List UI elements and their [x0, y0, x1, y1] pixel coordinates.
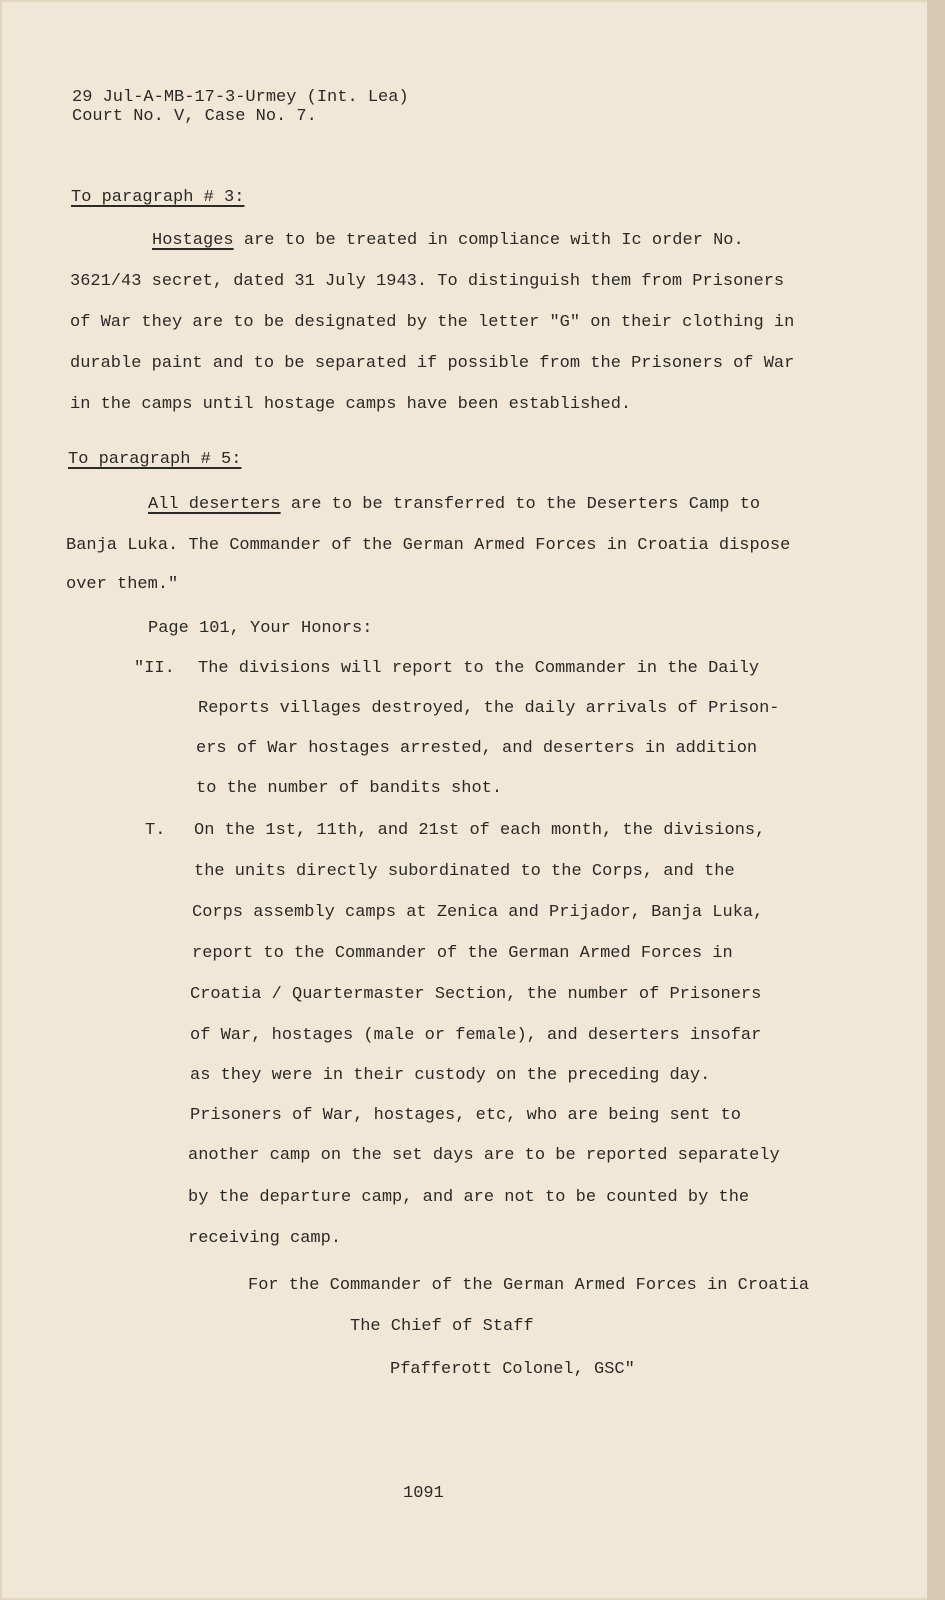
paragraph-3-first-line: [152, 232, 744, 249]
page-number: 1091: [403, 1484, 444, 1503]
paragraph-3-line: of War they are to be designated by the letter "G" on their clothing in: [70, 313, 795, 332]
item-t-line: report to the Commander of the German Armed Forces in: [192, 944, 733, 963]
paragraph-3-first-line-rest: are to be treated in compliance with Ic order No.: [233, 231, 744, 250]
item-t-line: Croatia / Quartermaster Section, the number of Prisoners: [190, 985, 762, 1004]
item-t-line: the units directly subordinated to the Corps, and the: [194, 862, 735, 881]
paragraph-3-line: 3621/43 secret, dated 31 July 1943. To distinguish them from Prisoners: [70, 272, 785, 291]
section-heading-paragraph-3: To paragraph # 3:: [71, 188, 245, 207]
item-ii-line: The divisions will report to the Commander in the Daily: [198, 659, 760, 678]
paragraph-5-first-line-rest: are to be transferred to the Deserters Camp to: [280, 495, 761, 514]
paragraph-5-first-line: [148, 496, 760, 513]
underlined-hostages: Hostages: [152, 231, 234, 250]
page-reference: Page 101, Your Honors:: [148, 619, 373, 638]
paragraph-3-line: in the camps until hostage camps have been established.: [70, 395, 632, 414]
item-t-line: Prisoners of War, hostages, etc, who are being sent to: [190, 1106, 741, 1125]
paragraph-5-line: over them.": [66, 575, 179, 594]
item-t-label: T.: [145, 821, 166, 840]
paragraph-5-line: Banja Luka. The Commander of the German Armed Forces in Croatia dispose: [66, 536, 791, 555]
item-t-line: receiving camp.: [188, 1229, 342, 1248]
signature-line-commander: For the Commander of the German Armed Forces in Croatia: [248, 1276, 810, 1295]
section-heading-paragraph-5: To paragraph # 5:: [68, 450, 242, 469]
item-t-line: of War, hostages (male or female), and deserters insofar: [190, 1026, 762, 1045]
item-t-line: On the 1st, 11th, and 21st of each month, the divisions,: [194, 821, 766, 840]
item-t-line: Corps assembly camps at Zenica and Prijador, Banja Luka,: [192, 903, 764, 922]
court-case-number: Court No. V, Case No. 7.: [72, 107, 317, 126]
paragraph-3-line: durable paint and to be separated if possible from the Prisoners of War: [70, 354, 795, 373]
item-t-line: by the departure camp, and are not to be counted by the: [188, 1188, 750, 1207]
item-t-line: as they were in their custody on the preceding day.: [190, 1066, 711, 1085]
item-ii-line: ers of War hostages arrested, and deserters in addition: [196, 739, 758, 758]
underlined-all-deserters: All deserters: [148, 495, 281, 514]
item-ii-line: Reports villages destroyed, the daily arrivals of Prison-: [198, 699, 780, 718]
item-ii-line: to the number of bandits shot.: [196, 779, 503, 798]
item-ii-label: "II.: [134, 659, 175, 678]
signature-line-name: Pfafferott Colonel, GSC": [390, 1360, 635, 1379]
signature-line-chief-of-staff: The Chief of Staff: [350, 1317, 534, 1336]
item-t-line: another camp on the set days are to be reported separately: [188, 1146, 780, 1165]
case-reference: 29 Jul-A-MB-17-3-Urmey (Int. Lea): [72, 88, 409, 107]
